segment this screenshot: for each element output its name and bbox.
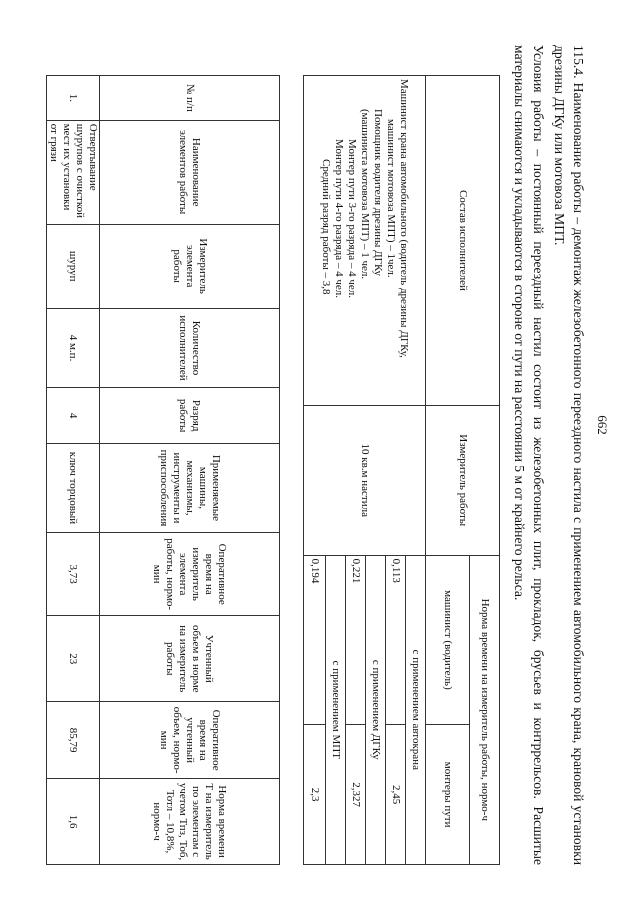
ops-header-workers: Количество исполнителей [100, 308, 280, 388]
ops-cell: 4 [47, 388, 100, 444]
ops-cell: 4 м.п. [47, 308, 100, 388]
trackmen-value: 2,3 [304, 725, 326, 865]
trackmen-value: 2,45 [386, 725, 406, 865]
ops-cell: ключ торцовый [47, 443, 100, 532]
staff-line: Машинист крана автомобильного (водитель дрезины ДГКу, [398, 79, 410, 358]
ops-header-number: № п/п [100, 76, 280, 121]
operations-table [46, 75, 280, 865]
ops-header-op-time: Оперативное время на измеритель элемента работы, нормо-мин [100, 532, 280, 615]
staff-line: Помощник водителя дрезины ДГКу [372, 109, 384, 277]
staff-line: Монтер пути 4-го разряда – 4 чел. [333, 139, 345, 298]
row-label: с применением автокрана [406, 555, 426, 864]
ops-cell: Отвертывание шурупов с очисткой мест их установки от грязи [47, 120, 100, 224]
ops-header-element-meter: Измеритель элемента работы [100, 224, 280, 308]
header-staff: Состав исполнителей [426, 76, 500, 406]
ops-cell: шуруп [47, 224, 100, 308]
ops-header-op-time-volume: Оперативное время на учтенный объем, нормо-мин [100, 702, 280, 779]
staff-line: Средний разряд работы – 3,8 [320, 159, 332, 295]
trackmen-value: 2,327 [346, 725, 366, 865]
header-trackmen: монтеры пути [426, 725, 470, 865]
ops-cell: 85,79 [47, 702, 100, 779]
staff-table [303, 75, 500, 865]
staff-line: Монтер пути 3-го разряда – 4 чел. [346, 139, 358, 298]
ops-cell: 3,73 [47, 532, 100, 615]
ops-cell: 1. [47, 76, 100, 121]
ops-header-volume: Учтенный объем в норме на измеритель работы [100, 616, 280, 702]
header-meter: Измеритель работы [426, 405, 500, 555]
ops-header-tools: Применяемые машины, механизмы, инструменты и приспособления [100, 443, 280, 532]
header-norm: Норма времени на измеритель работы, нормо-ч [470, 555, 500, 864]
page-number: 662 [595, 415, 610, 435]
machinist-value: 0,221 [346, 555, 366, 725]
meter-value: 10 кв.м настила [304, 405, 426, 555]
row-label: с применением МПТ [326, 555, 346, 864]
ops-cell: 1,6 [47, 779, 100, 865]
machinist-value: 0,194 [304, 555, 326, 725]
ops-header-norm-t: Норма времени Т на измеритель по элементам с учетом Тпз, Тоб, Тотл – 10,8%, нормо-ч [100, 779, 280, 865]
staff-line: (машиниста мотовоза МПТ) – 1 чел. [359, 109, 371, 280]
machinist-value: 0,113 [386, 555, 406, 725]
staff-line: машинист мотовоза МПТ) – 1чел. [385, 119, 397, 278]
header-machinist: машинист (водитель) [426, 555, 470, 725]
work-heading: 115.4. Наименование работы – демонтаж железобетонного переездного настила с применением автомобильного крана, крановой установки дрезины ДГКу или мотовоза МПТ. [552, 45, 586, 865]
staff-list [304, 76, 426, 406]
ops-header-element: Наименование элементов работы [100, 120, 280, 224]
page-canvas [30, 15, 610, 895]
work-conditions: Условия работы – постоянный переездный настил состоит из железобетонных плит, прокладок, брусьев и контррельсов. Расшитые материалы снимаются и укладываются в стороне от пути на расстоянии 5 м от крайнего рельса. [512, 45, 546, 865]
row-label: с применением ДГКу [366, 555, 386, 864]
ops-header-grade: Разряд работы [100, 388, 280, 444]
ops-cell: 23 [47, 616, 100, 702]
